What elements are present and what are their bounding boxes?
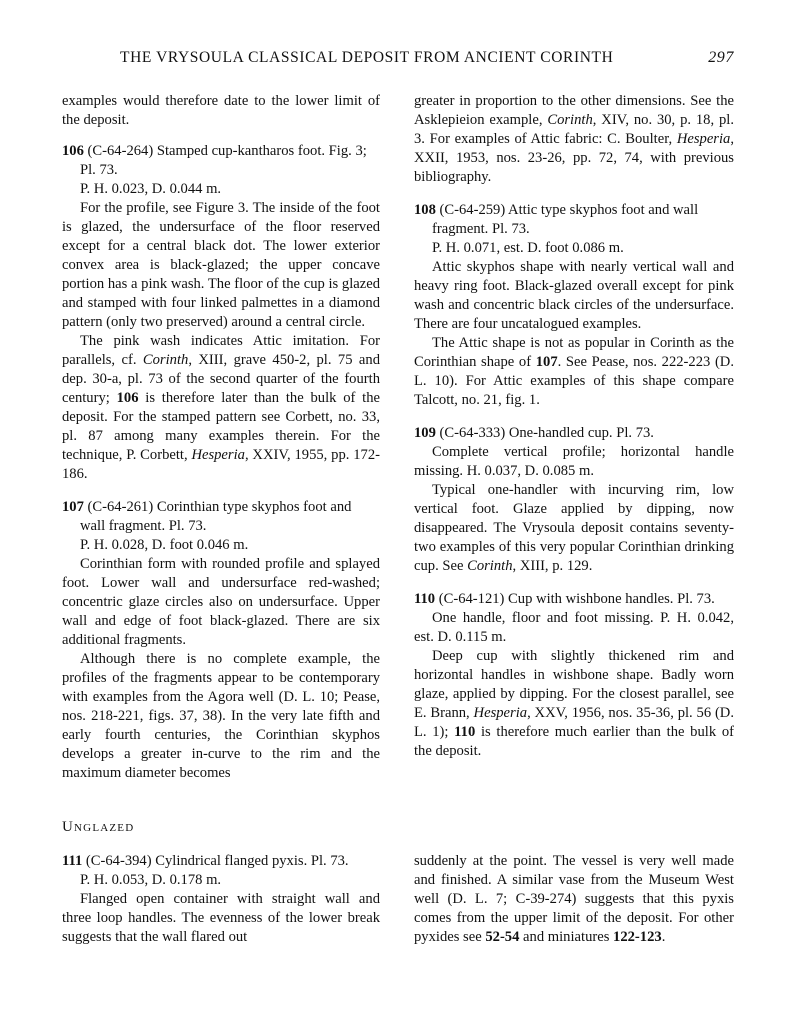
entry-106-description: For the profile, see Figure 3. The inside of the foot is glazed, the undersurface of the floor reserved except for a central black dot. The lower exterior convex area is black-glazed; the upper concave portion has a pink wash. The floor of the cup is glazed and stamped with four linked palmettes in a diamond pattern (only two preserved) around a central circle. — [62, 200, 380, 330]
italic-reference: Corinth — [142, 352, 189, 368]
entry-110-heading — [414, 590, 734, 609]
entry-title: (C-64-333) One-handled cup. Pl. 73. — [435, 425, 654, 441]
italic-reference: Hesperia — [473, 705, 528, 721]
italic-reference: Corinth — [467, 558, 513, 574]
text-run: is therefore much earlier than the bulk of the deposit. — [414, 724, 734, 759]
text-run: greater in proportion to the other dimensions. See the Asklepieion example, — [414, 93, 734, 128]
entry-111-continuation — [414, 852, 734, 947]
text-run: , XIII, grave 450-2, pl. 75 and dep. 30-a, pl. 73 of the second quarter of the fourth century; — [62, 352, 380, 406]
running-title: THE VRYSOULA CLASSICAL DEPOSIT FROM ANCIENT CORINTH — [120, 49, 614, 66]
entry-title: (C-64-261) Corinthian type skyphos foot and wall fragment. Pl. 73. — [80, 499, 352, 534]
entry-107-measurements: P. H. 0.028, D. foot 0.046 m. — [80, 537, 249, 553]
bold-cross-reference: 52-54 — [485, 929, 520, 945]
text-run: Typical one-handler with incurving rim, low vertical foot. Glaze applied by dipping, now disappeared. The Vrysoula deposit contains seventy-two examples of this very popular Corinthian drinking cup. See — [414, 482, 734, 574]
bold-cross-reference: 106 — [116, 390, 139, 406]
left-column-top — [62, 92, 380, 783]
entry-title: (C-64-259) Attic type skyphos foot and wall fragment. Pl. 73. — [432, 202, 699, 237]
entry-110-description — [414, 647, 734, 761]
entry-108-heading — [414, 201, 734, 239]
text-run: , XIV, no. 30, p. 18, pl. 3. For examples of Attic fabric: C. Boulter, — [414, 112, 734, 147]
left-column-bottom — [62, 852, 380, 947]
entry-111-description: Flanged open container with straight wall and three loop handles. The evenness of the lower break suggests that the wall flared out — [62, 891, 380, 945]
running-header — [62, 48, 734, 70]
entry-title: (C-64-121) Cup with wishbone handles. Pl. 73. — [435, 591, 715, 607]
entry-108-measurements: P. H. 0.071, est. D. foot 0.086 m. — [432, 240, 624, 256]
entry-111-measurements: P. H. 0.053, D. 0.178 m. — [80, 872, 222, 888]
italic-reference: Corinth — [547, 112, 593, 128]
italic-reference: Hesperia — [191, 447, 245, 463]
bold-cross-reference: 110 — [454, 724, 476, 740]
section-heading-unglazed: Unglazed — [62, 819, 135, 835]
entry-title: (C-64-394) Cylindrical flanged pyxis. Pl. 73. — [82, 853, 349, 869]
text-run: The Attic shape is not as popular in Corinth as the Corinthian shape of — [414, 335, 734, 370]
entry-107-heading — [62, 498, 380, 536]
entry-106-measurements: P. H. 0.023, D. 0.044 m. — [80, 181, 222, 197]
entry-110-measurements: One handle, floor and foot missing. P. H. 0.042, est. D. 0.115 m. — [414, 610, 734, 645]
entry-108-discussion — [414, 334, 734, 410]
italic-reference: Hesperia — [676, 131, 731, 147]
text-run: The pink wash indicates Attic imitation. For parallels, cf. — [62, 333, 380, 368]
text-run: . — [661, 929, 666, 945]
entry-number: 109 — [414, 425, 436, 441]
entry-106-discussion — [62, 332, 380, 484]
entry-109-description — [414, 481, 734, 576]
right-column-top — [414, 92, 734, 761]
entry-number: 107 — [62, 499, 84, 515]
text-run: , XXII, 1953, nos. 23-26, pp. 72, 74, with previous bibliography. — [414, 131, 734, 185]
bold-cross-reference: 107 — [535, 354, 558, 370]
text-run: , XIII, p. 129. — [512, 558, 593, 574]
entry-number: 106 — [62, 143, 84, 159]
entry-number: 111 — [62, 853, 83, 869]
page-number: 297 — [708, 49, 734, 66]
text-run: Deep cup with slightly thickened rim and horizontal handles in wishbone shape. Badly worn glaze, applied by dipping. For the closest parallel, see E. Brann, — [414, 648, 734, 721]
entry-number: 110 — [414, 591, 436, 607]
text-run: , XXV, 1956, nos. 35-36, pl. 56 (D. L. 1); — [414, 705, 734, 740]
entry-107-description: Corinthian form with rounded profile and splayed foot. Lower wall and undersurface red-washed; concentric glaze circles also on undersurface. Upper wall and edge of foot black-glazed. There are six additional fragments. — [62, 556, 380, 648]
entry-107-discussion: Although there is no complete example, the profiles of the fragments appear to be contemporary with examples from the Agora well (D. L. 10; Pease, nos. 218-221, figs. 37, 38). In the very late fifth and early fourth centuries, the Corinthian skyphos develops a greater in-curve to the rim and the maximum diameter becomes — [62, 651, 380, 781]
entry-111-heading — [62, 852, 380, 871]
entry-number: 108 — [414, 202, 436, 218]
right-column-bottom — [414, 852, 734, 947]
entry-108-description: Attic skyphos shape with nearly vertical wall and heavy ring foot. Black-glazed overall except for pink wash and concentric black circles of the undersurface. There are four uncatalogued examples. — [414, 259, 734, 332]
entry-109-measurements: Complete vertical profile; horizontal handle missing. H. 0.037, D. 0.085 m. — [414, 444, 734, 479]
continuation-paragraph — [414, 92, 734, 187]
entry-109-heading — [414, 424, 734, 443]
text-run: and miniatures — [519, 929, 614, 945]
text-run: suddenly at the point. The vessel is very well made and finished. A similar vase from the Museum West well (D. L. 7; C-39-274) suggests that this pyxis comes from the upper limit of the deposit. For other pyxides see — [414, 853, 734, 945]
text-run: is therefore later than the bulk of the deposit. For the stamped pattern see Corbett, no. 33, pl. 87 among many examples therein. For the technique, P. Corbett, — [62, 390, 380, 463]
entry-106-heading — [62, 142, 380, 180]
text-run: . See Pease, nos. 222-223 (D. L. 10). For Attic examples of this shape compare Talcott, no. 21, fig. 1. — [414, 354, 734, 408]
entry-title: (C-64-264) Stamped cup-kantharos foot. Fig. 3; Pl. 73. — [80, 143, 367, 178]
text-run: , XXIV, 1955, pp. 172-186. — [62, 447, 380, 482]
continuation-paragraph: examples would therefore date to the lower limit of the deposit. — [62, 93, 380, 128]
bold-cross-reference: 122-123 — [613, 929, 662, 945]
